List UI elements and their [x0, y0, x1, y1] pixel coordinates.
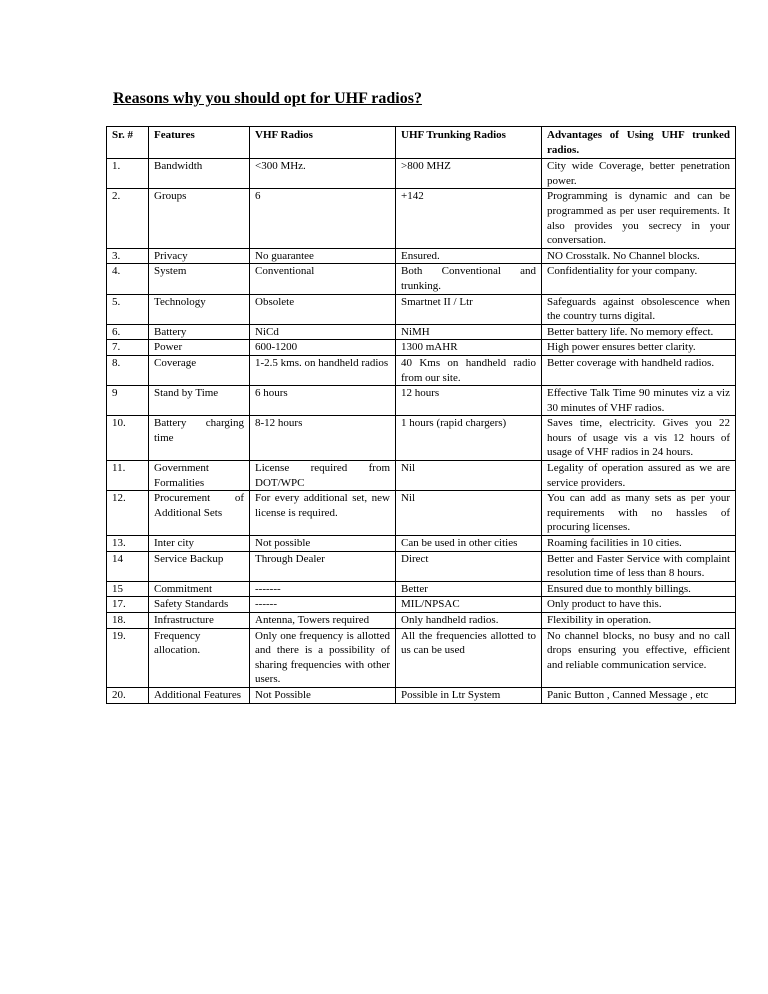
table-row [107, 159, 736, 189]
cell-vhf: 6 hours [250, 386, 396, 416]
cell-advantage: Only product to have this. [542, 597, 736, 613]
cell-advantage: Better battery life. No memory effect. [542, 324, 736, 340]
table-row [107, 416, 736, 461]
cell-vhf: License required from DOT/WPC [250, 461, 396, 491]
cell-feature: Coverage [149, 355, 250, 385]
cell-advantage: Roaming facilities in 10 cities. [542, 536, 736, 552]
page-title: Reasons why you should opt for UHF radios? [113, 90, 422, 107]
cell-uhf: >800 MHZ [396, 159, 542, 189]
cell-advantage: You can add as many sets as per your requirements with no hassles of procuring licenses. [542, 491, 736, 536]
cell-feature: Privacy [149, 248, 250, 264]
cell-feature: System [149, 264, 250, 294]
table-row [107, 294, 736, 324]
header-features: Features [149, 127, 250, 159]
cell-feature: Government Formalities [149, 461, 250, 491]
cell-vhf: Obsolete [250, 294, 396, 324]
cell-feature: Infrastructure [149, 613, 250, 629]
cell-sr: 8. [107, 355, 149, 385]
table-row [107, 340, 736, 356]
cell-advantage: High power ensures better clarity. [542, 340, 736, 356]
table-row [107, 687, 736, 703]
cell-uhf: MIL/NPSAC [396, 597, 542, 613]
cell-sr: 14 [107, 551, 149, 581]
cell-uhf: 1 hours (rapid chargers) [396, 416, 542, 461]
cell-feature: Groups [149, 189, 250, 248]
cell-sr: 20. [107, 687, 149, 703]
cell-uhf: All the frequencies allotted to us can be used [396, 628, 542, 687]
table-row [107, 581, 736, 597]
cell-vhf: Not Possible [250, 687, 396, 703]
cell-sr: 1. [107, 159, 149, 189]
cell-uhf: Nil [396, 491, 542, 536]
table-row [107, 386, 736, 416]
table-row [107, 189, 736, 248]
cell-feature: Technology [149, 294, 250, 324]
cell-feature: Safety Standards [149, 597, 250, 613]
cell-advantage: Legality of operation assured as we are service providers. [542, 461, 736, 491]
cell-uhf: Possible in Ltr System [396, 687, 542, 703]
cell-uhf: Direct [396, 551, 542, 581]
cell-uhf: Both Conventional and trunking. [396, 264, 542, 294]
cell-vhf: No guarantee [250, 248, 396, 264]
cell-feature: Additional Features [149, 687, 250, 703]
cell-advantage: Flexibility in operation. [542, 613, 736, 629]
table-row [107, 536, 736, 552]
cell-sr: 3. [107, 248, 149, 264]
cell-uhf: Better [396, 581, 542, 597]
cell-sr: 13. [107, 536, 149, 552]
cell-advantage: Better coverage with handheld radios. [542, 355, 736, 385]
cell-advantage: No channel blocks, no busy and no call drops ensuring you effective, efficient and reliable communication service. [542, 628, 736, 687]
cell-vhf: Conventional [250, 264, 396, 294]
table-row [107, 628, 736, 687]
cell-feature: Inter city [149, 536, 250, 552]
cell-sr: 9 [107, 386, 149, 416]
cell-sr: 12. [107, 491, 149, 536]
cell-uhf: 1300 mAHR [396, 340, 542, 356]
table-row [107, 491, 736, 536]
header-vhf: VHF Radios [250, 127, 396, 159]
cell-sr: 18. [107, 613, 149, 629]
cell-feature: Battery [149, 324, 250, 340]
cell-sr: 11. [107, 461, 149, 491]
cell-feature: Bandwidth [149, 159, 250, 189]
cell-uhf: +142 [396, 189, 542, 248]
comparison-table [106, 126, 736, 704]
cell-uhf: Smartnet II / Ltr [396, 294, 542, 324]
cell-sr: 5. [107, 294, 149, 324]
cell-uhf: Can be used in other cities [396, 536, 542, 552]
cell-uhf: Only handheld radios. [396, 613, 542, 629]
cell-sr: 17. [107, 597, 149, 613]
table-header-row [107, 127, 736, 159]
cell-advantage: Panic Button , Canned Message , etc [542, 687, 736, 703]
cell-uhf: Ensured. [396, 248, 542, 264]
cell-feature: Procurement of Additional Sets [149, 491, 250, 536]
cell-vhf: Only one frequency is allotted and there is a possibility of sharing frequencies with other users. [250, 628, 396, 687]
cell-vhf: 1-2.5 kms. on handheld radios [250, 355, 396, 385]
cell-vhf: ------ [250, 597, 396, 613]
cell-feature: Battery charging time [149, 416, 250, 461]
cell-feature: Service Backup [149, 551, 250, 581]
cell-vhf: ------- [250, 581, 396, 597]
header-advantages: Advantages of Using UHF trunked radios. [542, 127, 736, 159]
cell-advantage: NO Crosstalk. No Channel blocks. [542, 248, 736, 264]
cell-vhf: 600-1200 [250, 340, 396, 356]
cell-feature: Power [149, 340, 250, 356]
cell-advantage: City wide Coverage, better penetration power. [542, 159, 736, 189]
cell-sr: 7. [107, 340, 149, 356]
table-row [107, 551, 736, 581]
cell-sr: 4. [107, 264, 149, 294]
table-row [107, 355, 736, 385]
cell-vhf: Antenna, Towers required [250, 613, 396, 629]
cell-feature: Stand by Time [149, 386, 250, 416]
cell-feature: Commitment [149, 581, 250, 597]
cell-feature: Frequency allocation. [149, 628, 250, 687]
cell-vhf: NiCd [250, 324, 396, 340]
cell-vhf: Through Dealer [250, 551, 396, 581]
cell-vhf: <300 MHz. [250, 159, 396, 189]
cell-vhf: 8-12 hours [250, 416, 396, 461]
cell-advantage: Ensured due to monthly billings. [542, 581, 736, 597]
cell-vhf: 6 [250, 189, 396, 248]
table-row [107, 324, 736, 340]
cell-vhf: For every additional set, new license is required. [250, 491, 396, 536]
table-row [107, 597, 736, 613]
cell-sr: 10. [107, 416, 149, 461]
table-row [107, 613, 736, 629]
cell-sr: 19. [107, 628, 149, 687]
cell-uhf: 12 hours [396, 386, 542, 416]
cell-advantage: Confidentiality for your company. [542, 264, 736, 294]
header-sr: Sr. # [107, 127, 149, 159]
cell-advantage: Programming is dynamic and can be programmed as per user requirements. It also provides you secrecy in your conversation. [542, 189, 736, 248]
header-uhf: UHF Trunking Radios [396, 127, 542, 159]
cell-vhf: Not possible [250, 536, 396, 552]
table-row [107, 461, 736, 491]
cell-sr: 6. [107, 324, 149, 340]
table-row [107, 248, 736, 264]
cell-advantage: Effective Talk Time 90 minutes viz a viz 30 minutes of VHF radios. [542, 386, 736, 416]
cell-advantage: Safeguards against obsolescence when the country turns digital. [542, 294, 736, 324]
cell-uhf: NiMH [396, 324, 542, 340]
cell-uhf: Nil [396, 461, 542, 491]
cell-advantage: Better and Faster Service with complaint resolution time of less than 8 hours. [542, 551, 736, 581]
table-row [107, 264, 736, 294]
cell-sr: 2. [107, 189, 149, 248]
cell-advantage: Saves time, electricity. Gives you 22 hours of usage vis a vis 12 hours of usage of VHF radios in 24 hours. [542, 416, 736, 461]
cell-uhf: 40 Kms on handheld radio from our site. [396, 355, 542, 385]
cell-sr: 15 [107, 581, 149, 597]
